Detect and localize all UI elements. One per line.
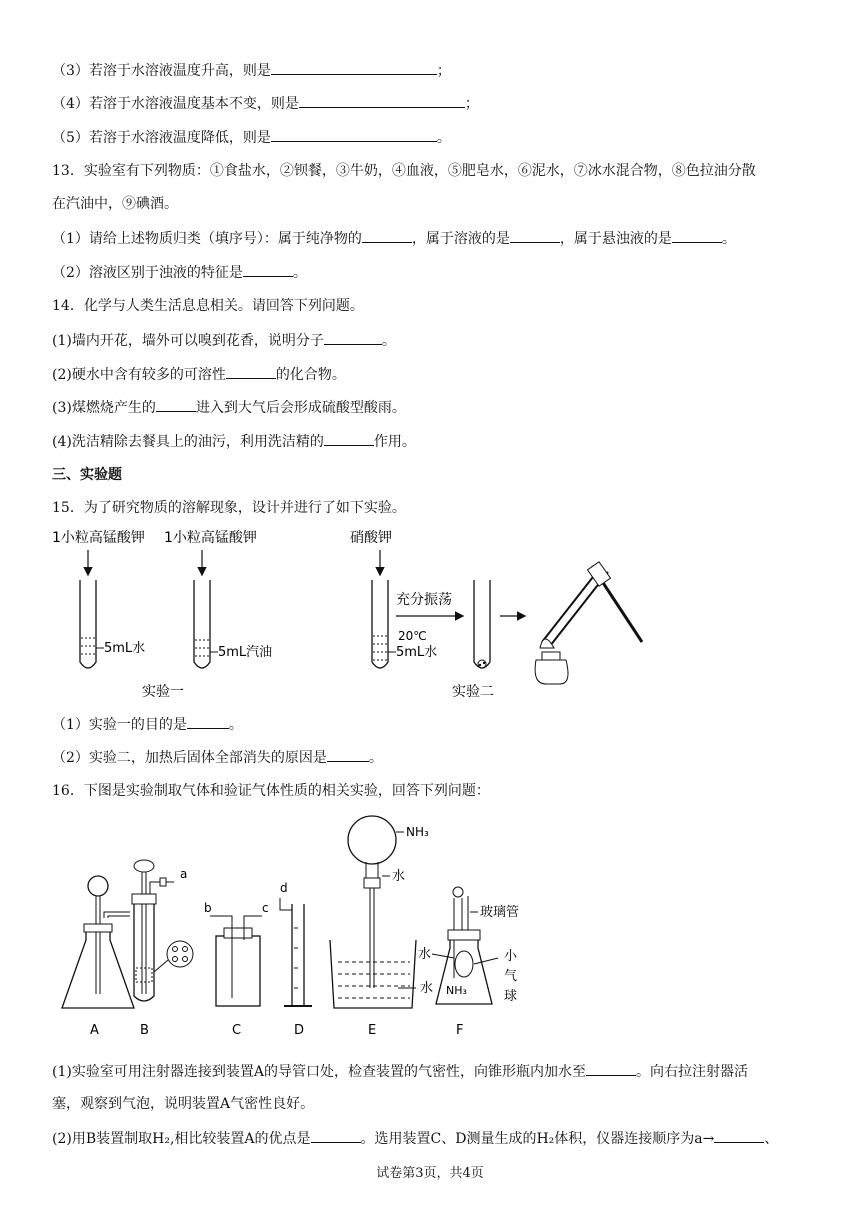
gasoline-label: 5mL汽油	[218, 645, 273, 660]
apparatus-f	[418, 887, 519, 1038]
q15-part1: （1）实验一的目的是 。	[52, 714, 243, 735]
q14-part4: (4)洗洁精除去餐具上的油污，利用洗洁精的 作用。	[52, 431, 416, 452]
port-d-label: d	[280, 881, 288, 895]
water-label-2: 5mL水	[396, 645, 438, 660]
apparatus-d	[280, 881, 312, 1038]
balloon-label-1: 小	[504, 949, 518, 964]
apparatus-a	[62, 876, 134, 1038]
q14-part2: (2)硬水中含有较多的可溶性 的化合物。	[52, 364, 346, 385]
water-label-1: 5mL水	[104, 641, 146, 656]
q16-apparatus-figure	[52, 808, 532, 1042]
q13-part1: （1）请给上述物质归类（填序号）：属于纯净物的 ，属于溶液的是 ，属于悬浊液的是 。	[52, 228, 736, 249]
water-label-e1: 水	[392, 869, 406, 884]
shake-label: 充分振荡	[396, 592, 452, 608]
glass-tube-label: 玻璃管	[480, 905, 520, 920]
label-e: E	[368, 1023, 377, 1038]
q14-part3: (3)煤燃烧产生的 进入到大气后会形成硫酸型酸雨。	[52, 397, 406, 418]
balloon-label-3: 球	[504, 989, 518, 1004]
apparatus-c	[204, 901, 269, 1038]
water-label-e2: 水	[420, 981, 434, 996]
nh3-label-e: NH₃	[406, 825, 429, 839]
experiment-two-label: 实验二	[452, 684, 494, 700]
label-a: A	[90, 1023, 99, 1038]
balloon-label-2: 气	[504, 969, 518, 984]
q12-part3: （3）若溶于水溶液温度升高，则是 ；	[52, 60, 451, 81]
test-tube-shaken	[474, 580, 490, 668]
label-f: F	[456, 1023, 464, 1038]
q12-part5: （5）若溶于水溶液温度降低，则是 。	[52, 127, 451, 148]
q16-part1: (1)实验室可用注射器连接到装置A的导管口处，检查装置的气密性，向锥形瓶内加水至 。向右拉注射器活	[52, 1061, 748, 1082]
reagent-label-1: 1小粒高锰酸钾	[52, 530, 145, 546]
q13-stem-line2: 在汽油中，⑨碘酒。	[52, 196, 178, 212]
port-a-label: a	[180, 867, 188, 881]
q13-part2: （2）溶液区别于浊液的特征是 。	[52, 262, 307, 283]
heating-setup	[535, 562, 642, 684]
apparatus-e	[330, 816, 433, 1038]
test-tube-water	[52, 529, 145, 668]
q14-stem: 14．化学与人类生活息息相关。请回答下列问题。	[52, 298, 364, 314]
water-label-f: 水	[418, 947, 432, 962]
nh3-label-f: NH₃	[446, 984, 467, 997]
q15-stem: 15．为了研究物质的溶解现象，设计并进行了如下实验。	[52, 500, 406, 516]
experiment-one-label: 实验一	[142, 684, 184, 700]
apparatus-b	[132, 860, 193, 1038]
q16-part2: (2)用B装置制取H₂,相比较装置A的优点是 。选用装置C、D测量生成的H₂体积，仪器连接顺序为a→ 、	[52, 1128, 778, 1149]
temperature-label: 20℃	[398, 629, 427, 643]
q15-part2: （2）实验二，加热后固体全部消失的原因是 。	[52, 747, 383, 768]
reagent-label-3: 硝酸钾	[350, 530, 392, 546]
label-b: B	[140, 1023, 149, 1038]
q14-part1: (1)墙内开花，墙外可以嗅到花香，说明分子 。	[52, 330, 396, 351]
label-c: C	[232, 1023, 242, 1038]
section-heading: 三、实验题	[52, 467, 122, 483]
port-c-label: c	[262, 901, 269, 915]
q13-stem-line1: 13．实验室有下列物质：①食盐水，②钡餐，③牛奶，④血液，⑤肥皂水，⑥泥水，⑦冰水混合物，⑧色拉油分散	[52, 163, 756, 179]
q16-stem: 16．下图是实验制取气体和验证气体性质的相关实验，回答下列问题：	[52, 783, 490, 799]
test-tube-gasoline	[164, 529, 272, 668]
page-footer: 试卷第3页，共4页	[376, 1166, 484, 1181]
port-b-label: b	[204, 901, 212, 915]
label-d: D	[294, 1023, 305, 1038]
q15-experiment-figure	[52, 524, 672, 710]
q12-part4: （4）若溶于水溶液温度基本不变，则是 ；	[52, 93, 479, 114]
reagent-label-2: 1小粒高锰酸钾	[164, 530, 257, 546]
q16-part1-cont: 塞，观察到气泡，说明装置A气密性良好。	[52, 1096, 315, 1112]
